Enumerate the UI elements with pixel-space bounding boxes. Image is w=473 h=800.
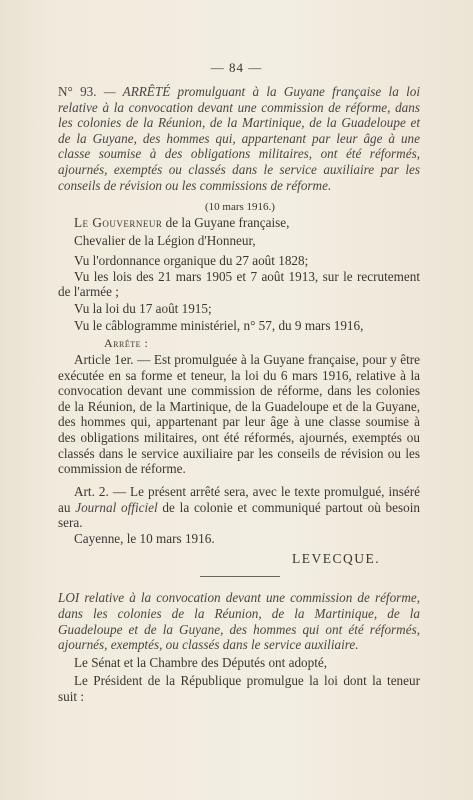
place-date: Cayenne, le 10 mars 1916.: [74, 531, 215, 546]
decree-number: N° 93.: [58, 84, 97, 99]
visa-2: Vu les lois des 21 mars 1905 et 7 août 1913, sur le recrutement de l'armée ;: [58, 269, 420, 299]
authority-rest: de la Guyane française,: [162, 215, 290, 230]
law-line-1: Le Sénat et la Chambre des Députés ont adopté,: [74, 655, 328, 670]
decree-heading-text: — ARRÊTÉ promulguant à la Guyane française la loi relative à la convocation devant une commission de réforme, dans les colonies de la Réunion, de la Martinique, de la Guadeloupe et de la Guyane, des hommes qui, appartenant par leur âge à une classe soumise à des obligations militaires, ont été réformés, ajournés, exemptés ou classés dans le service auxiliaire par les conseils de révision ou les commissions de réforme.: [58, 84, 421, 193]
visa-1: Vu l'ordonnance organique du 27 août 1828;: [74, 253, 309, 268]
article-2-end: de la colonie et communiqué partout où besoin sera.: [58, 499, 420, 531]
journal-officiel: Journal officiel: [75, 499, 158, 515]
article-1: Article 1er. — Est promulguée à la Guyane française, pour y être exécutée en sa forme et teneur, la loi du 6 mars 1916, relative à la convocation devant une commission de réforme, dans les colonies de la Réunion, de la Martinique, de la Guadeloupe et de la Guyane, des hommes qui, appartenant par leur âge à une classe soumise à des obligations militaires, ont été réformés, ajournés, exemptés ou classés dans le service auxiliaire par les conseils de révision ou les commission de réforme.: [58, 352, 420, 477]
authority-line-2: Chevalier de la Légion d'Honneur,: [74, 233, 256, 248]
law-title: LOI relative à la convocation devant une commission de réforme, dans les colonies de la Réunion, de la Martinique, de la Guadeloupe et de la Guyane, des hommes qui ont été réformés, ajournés, exemptés, ou classés dans le service auxiliaire.: [58, 590, 420, 653]
law-line-2: Le Président de la République promulgue la loi dont la teneur suit :: [58, 673, 420, 704]
authority-line: [58, 215, 420, 230]
visa-3: Vu la loi du 17 août 1915;: [74, 301, 212, 316]
arrete-label: Arrête :: [104, 336, 149, 350]
article-2-start: Art. 2. — Le présent arrêté sera, avec le texte promulgué, inséré au: [58, 484, 420, 515]
authority-title: Le Gouverneur: [74, 215, 163, 230]
visa-4: Vu le câblogramme ministériel, n° 57, du 9 mars 1916,: [74, 318, 364, 333]
signature: LEVECQUE.: [292, 551, 381, 566]
decree-heading: [58, 84, 420, 193]
decree-date: (10 mars 1916.): [205, 201, 275, 213]
section-divider: [200, 576, 280, 577]
page-number: — 84 —: [210, 60, 263, 75]
article-2: [58, 484, 420, 531]
